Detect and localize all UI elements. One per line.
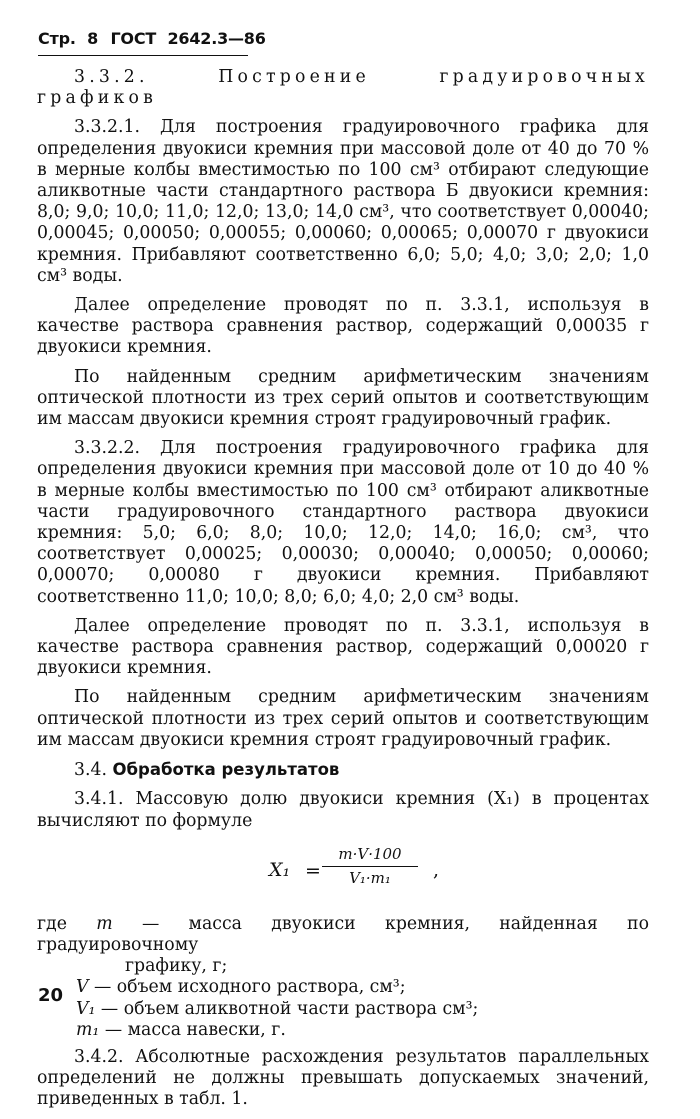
page-number: 8: [87, 29, 99, 48]
symbol-m: m: [96, 913, 113, 934]
paragraph-3321-graph: По найденным средним арифметическим значениям оптической плотности из трех серий опытов и соответствующим им массам двуокиси кремния строят градуировочный график.: [37, 366, 649, 430]
paragraph-3322-continuation: Далее определение проводят по п. 3.3.1, используя в качестве раствора сравнения раствор, содержащий 0,00020 г двуокиси кремния.: [37, 615, 649, 679]
definition-m-text: — масса двуокиси кремния, найденная по градуировочному: [37, 913, 649, 955]
section-number: 3.4.: [74, 760, 107, 781]
definition-v-text: — объем исходного раствора, см³;: [93, 977, 406, 998]
definition-v1-text: — объем аликвотной части раствора см³;: [100, 998, 479, 1019]
formula-lhs: X₁: [269, 858, 291, 881]
standard-label: ГОСТ: [110, 29, 157, 48]
symbol-v: V: [76, 977, 89, 998]
formula-numerator: m·V·100: [322, 844, 418, 867]
formula: [37, 840, 649, 908]
formula-comma: ,: [433, 858, 440, 881]
page-label: Стр.: [38, 29, 76, 48]
paragraph-341: 3.4.1. Массовую долю двуокиси кремния (X₁) в процентах вычисляют по формуле: [37, 789, 649, 831]
paragraph-3322-graph: По найденным средним арифметическим значениям оптической плотности из трех серий опытов и соответствующим им массам двуокиси кремния строят градуировочный график.: [37, 687, 649, 750]
where-word: где: [37, 913, 67, 934]
definition-v: [76, 977, 649, 998]
section-heading-332: 3.3.2. Построение градуировочных графиков: [37, 67, 649, 109]
definition-m1-text: — масса навески, г.: [104, 1019, 286, 1040]
footer-page-number: 20: [38, 985, 64, 1006]
formula-fraction: [322, 844, 418, 889]
symbol-m1: m₁: [76, 1019, 100, 1040]
running-header: [38, 29, 266, 48]
section-heading-34: [37, 759, 649, 781]
header-rule: [38, 55, 248, 56]
symbol-v1: V₁: [76, 998, 96, 1019]
standard-number: 2642.3—86: [167, 29, 266, 48]
paragraph-342: 3.4.2. Абсолютные расхождения результатов параллельных определений не должны превышать допускаемых значений, приведенных в табл. 1.: [37, 1046, 649, 1110]
document-body: [37, 67, 649, 1119]
paragraph-3321-continuation: Далее определение проводят по п. 3.3.1, используя в качестве раствора сравнения раствор, содержащий 0,00035 г двуокиси кремния.: [37, 295, 649, 358]
formula-denominator: V₁·m₁: [349, 868, 391, 887]
paragraph-3322: 3.3.2.2. Для построения градуировочного графика для определения двуокиси кремния при массовой доле от 10 до 40 % в мерные колбы вместимостью по 100 см³ отбирают аликвотные части градуировочного стандартного раствора двуокиси кремния: 5,0; 6,0; 8,0; 10,0; 12,0; 14,0; 16,0; см³, что соответствует 0,00025; 0,00030; 0,00040; 0,00050; 0,00060; 0,00070; 0,00080 г двуокиси кремния. Прибавляют соответственно 11,0; 10,0; 8,0; 6,0; 4,0; 2,0 см³ воды.: [37, 438, 649, 607]
definition-m1: [76, 1020, 649, 1041]
paragraph-3321: 3.3.2.1. Для построения градуировочного графика для определения двуокиси кремния при массовой доле от 40 до 70 % в мерные колбы вместимостью по 100 см³ отбирают следующие аликвотные части стандартного раствора Б двуокиси кремния: 8,0; 9,0; 10,0; 11,0; 12,0; 13,0; 14,0 см³, что соответствует 0,00040; 0,00045; 0,00050; 0,00055; 0,00060; 0,00065; 0,00070 г двуокиси кремния. Прибавляют соответственно 6,0; 5,0; 4,0; 3,0; 2,0; 1,0 см³ воды.: [37, 117, 649, 286]
section-title: Обработка результатов: [112, 760, 340, 780]
definition-m-continuation: графику, г;: [125, 956, 228, 977]
definition-m: [37, 914, 649, 956]
definition-v1: [76, 999, 649, 1020]
formula-equals: =: [305, 859, 321, 882]
